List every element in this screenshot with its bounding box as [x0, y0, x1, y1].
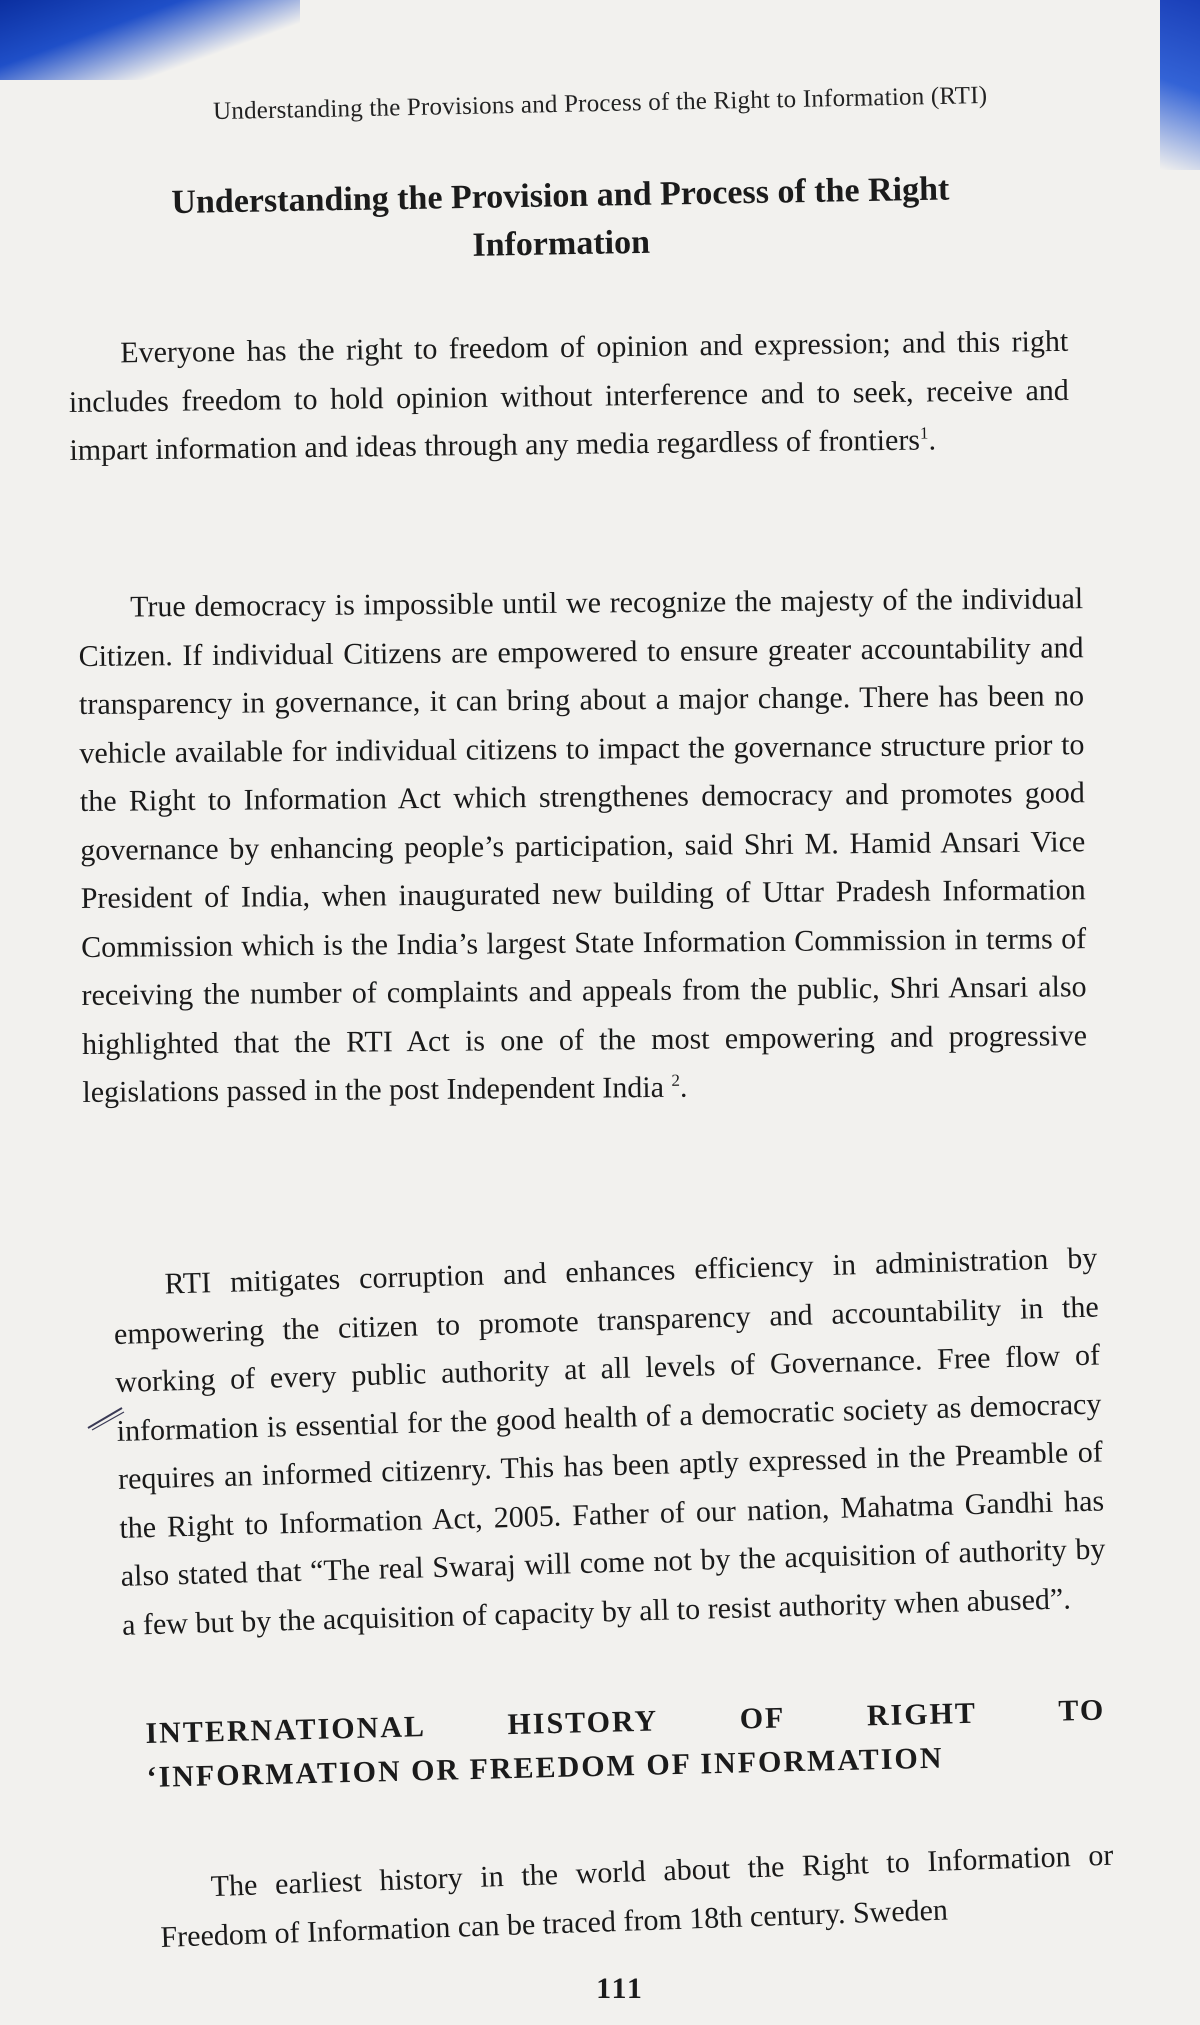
chapter-title-line-2: Information [472, 223, 651, 264]
section-heading-word: OF [739, 1701, 786, 1736]
paragraph-4: The earliest history in the world about the Right to Information or Freedom of Information can be traced from 18th century. Sweden [159, 1838, 1114, 1954]
paragraph-1 [68, 318, 1070, 476]
footnote-marker-1: 1 [919, 423, 929, 443]
chapter-title [120, 165, 1002, 276]
paragraph-1-end: . [928, 423, 937, 457]
chapter-title-line-1: Understanding the Provision and Process of the Right [171, 170, 950, 222]
paragraph-2-end: . [679, 1070, 688, 1104]
paragraph-1-text: Everyone has the right to freedom of opinion and expression; and this right includes freedom to hold opinion without interference and to seek, receive and impart information and ideas through any media regardless of frontiers [68, 324, 1070, 467]
footnote-marker-2: 2 [671, 1070, 680, 1090]
page-number: 111 [596, 1972, 644, 2005]
running-head: Understanding the Provisions and Process of the Right to Information (RTI) [212, 81, 988, 126]
paragraph-3: RTI mitigates corruption and enhances efficiency in administration by empowering the citizen to promote transparency and accountability in the working of every public authority at all levels of Governance. Free flow of information is essential for the good health of a democratic society as democracy requires an informed citizenry. This has been aptly expressed in the Preamble of the Right to Information Act, 2005. Father of our nation, Mahatma Gandhi has also stated that “The real Swaraj will come not by the acquisition of authority by a few but by the acquisition of capacity by all to resist authority when abused”. [113, 1241, 1106, 1642]
paragraph-2-text: True democracy is impossible until we recognize the majesty of the individual Citizen. If individual Citizens are empowered to ensure greater accountability and transparency in governance, it can bring about a major change. There has been no vehicle available for individual citizens to impact the governance structure prior to the Right to Information Act which strengthenes democracy and promotes good governance by enhancing people’s participation, said Shri M. Hamid Ansari Vice President of India, when inaugurated new building of Uttar Pradesh Information Commission which is the India’s largest State Information Commission in terms of receiving the number of complaints and appeals from the public, Shri Ansari also highlighted that the RTI Act is one of the most empowering and progressive legislations passed in the post Independent India [78, 582, 1088, 1109]
section-heading-word: TO [1058, 1693, 1106, 1728]
pen-mark-icon [86, 1402, 126, 1432]
section-heading-word: RIGHT [866, 1696, 978, 1733]
paragraph-2 [78, 575, 1088, 1117]
section-heading-word: HISTORY [507, 1704, 659, 1742]
section-heading-line-2: ‘INFORMATION OR FREEDOM OF INFORMATION [146, 1741, 944, 1794]
section-heading-word: INTERNATIONAL [145, 1710, 427, 1750]
section-heading [145, 1689, 1107, 1800]
